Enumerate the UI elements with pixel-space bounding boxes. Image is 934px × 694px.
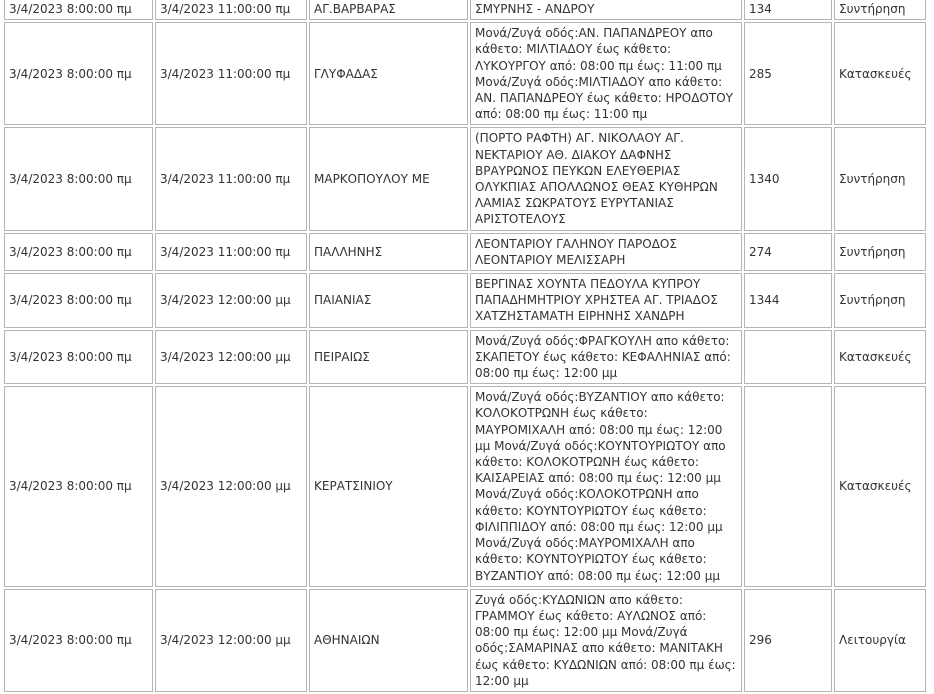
area-text-line: ΠΑΠΑΔΗΜΗΤΡΙΟΥ ΧΡΗΣΤΕΑ ΑΓ. ΤΡΙΑΔΟΣ	[475, 293, 718, 308]
outages-table	[2, 0, 928, 694]
area-text-line: ΚΟΛΟΚΟΤΡΩΝΗ έως κάθετο: ΚΑΙΣΑΡΕΙΑΣ	[475, 455, 699, 486]
area-text-line: κάθετο: ΜΑΝΙΤΑΚΗ έως κάθετο: ΚΥΔΩΝΙΩΝ	[475, 641, 723, 672]
cell-affected-area	[470, 330, 742, 385]
area-text-line: ΛΕΟΝΤΑΡΙΟΥ ΓΑΛΗΝΟΥ ΠΑΡΟΔΟΣ	[475, 236, 677, 251]
cell-end-time: 3/4/2023 11:00:00 πμ	[155, 0, 307, 20]
area-text-line: οδός:ΜΑΥΡΟΜΙΧΑΛΗ απο κάθετο:	[475, 536, 695, 567]
cell-count: 274	[744, 233, 832, 271]
area-text-line: οδός:ΚΟΥΝΤΟΥΡΙΩΤΟΥ απο κάθετο:	[475, 438, 726, 470]
outages-table-body	[4, 0, 926, 692]
cell-municipality: ΠΑΛΛΗΝΗΣ	[309, 233, 468, 271]
cell-work-type: Κατασκευές	[834, 330, 926, 385]
area-text-line: έως κάθετο: ΑΥΛΩΝΟΣ από: 08:00 πμ έως:	[475, 608, 707, 640]
area-text-line: οδός:ΚΟΛΟΚΟΤΡΩΝΗ απο κάθετο:	[475, 487, 699, 518]
cell-work-type: Κατασκευές	[834, 22, 926, 125]
cell-municipality: ΓΛΥΦΑΔΑΣ	[309, 22, 468, 125]
table-row	[4, 386, 926, 586]
cell-affected-area	[470, 22, 742, 125]
area-text-line: (ΠΟΡΤΟ ΡΑΦΤΗ) ΑΓ. ΝΙΚΟΛΑΟΥ ΑΓ.	[475, 131, 684, 146]
cell-count: 296	[744, 589, 832, 692]
table-row	[4, 0, 926, 20]
area-text-line: ΧΑΤΖΗΣΤΑΜΑΤΗ ΕΙΡΗΝΗΣ ΧΑΝΔΡΗ	[475, 309, 685, 324]
area-text-line: ΣΩΚΡΑΤΟΥΣ ΕΥΡΥΤΑΝΙΑΣ ΑΡΙΣΤΟΤΕΛΟΥΣ	[475, 196, 674, 227]
cell-municipality: ΠΑΙΑΝΙΑΣ	[309, 273, 468, 328]
table-row	[4, 233, 926, 271]
cell-end-time: 3/4/2023 11:00:00 πμ	[155, 233, 307, 271]
cell-start-time: 3/4/2023 8:00:00 πμ	[4, 330, 153, 385]
cell-start-time: 3/4/2023 8:00:00 πμ	[4, 386, 153, 586]
cell-start-time: 3/4/2023 8:00:00 πμ	[4, 22, 153, 125]
area-text-line: από: 08:00 πμ έως: 12:00 μμ Μονά/Ζυγά	[475, 519, 723, 551]
cell-end-time: 3/4/2023 12:00:00 μμ	[155, 589, 307, 692]
area-text-line: οδός:ΜΙΛΤΙΑΔΟΥ απο κάθετο: ΑΝ.	[475, 74, 723, 106]
cell-start-time: 3/4/2023 8:00:00 πμ	[4, 0, 153, 20]
cell-end-time: 3/4/2023 12:00:00 μμ	[155, 330, 307, 385]
area-text-line: Μονά/Ζυγά οδός:ΑΝ. ΠΑΠΑΝΔΡΕΟΥ απο	[475, 26, 713, 41]
cell-count: 1340	[744, 127, 832, 230]
cell-work-type: Λειτουργία	[834, 589, 926, 692]
table-row	[4, 589, 926, 692]
area-text-line: ΒΕΡΓΙΝΑΣ ΧΟΥΝΤΑ ΠΕΔΟΥΛΑ ΚΥΠΡΟΥ	[475, 277, 701, 292]
cell-work-type: Συντήρηση	[834, 0, 926, 20]
cell-affected-area	[470, 589, 742, 692]
cell-affected-area	[470, 127, 742, 230]
cell-count	[744, 330, 832, 385]
cell-affected-area	[470, 273, 742, 328]
area-text-line: 12:00 μμ Μονά/Ζυγά οδός:ΣΑΜΑΡΙΝΑΣ απο	[475, 625, 688, 656]
cell-count: 1344	[744, 273, 832, 328]
cell-end-time: 3/4/2023 12:00:00 μμ	[155, 386, 307, 586]
area-text-line: ΠΑΠΑΝΔΡΕΟΥ έως κάθετο: ΗΡΟΔΟΤΟΥ από:	[475, 91, 733, 122]
cell-end-time: 3/4/2023 11:00:00 πμ	[155, 22, 307, 125]
area-text-line: ΝΕΚΤΑΡΙΟΥ ΑΘ. ΔΙΑΚΟΥ ΔΑΦΝΗΣ	[475, 147, 672, 162]
cell-count	[744, 386, 832, 586]
table-row	[4, 22, 926, 125]
cell-start-time: 3/4/2023 8:00:00 πμ	[4, 127, 153, 230]
area-text-line: 08:00 πμ έως: 11:00 πμ	[505, 107, 648, 122]
area-text-line: ΛΕΟΝΤΑΡΙΟΥ ΜΕΛΙΣΣΑΡΗ	[475, 252, 626, 267]
cell-affected-area	[470, 0, 742, 20]
cell-municipality: ΑΘΗΝΑΙΩΝ	[309, 589, 468, 692]
cell-work-type: Συντήρηση	[834, 127, 926, 230]
cell-affected-area	[470, 386, 742, 586]
cell-municipality: ΠΕΙΡΑΙΩΣ	[309, 330, 468, 385]
area-text-line: ΚΟΛΟΚΟΤΡΩΝΗ έως κάθετο: ΜΑΥΡΟΜΙΧΑΛΗ	[475, 406, 648, 437]
cell-start-time: 3/4/2023 8:00:00 πμ	[4, 589, 153, 692]
area-text-line: Μονά/Ζυγά οδός:ΦΡΑΓΚΟΥΛΗ απο κάθετο:	[475, 333, 730, 348]
area-text-line: από: 08:00 πμ έως: 11:00 πμ Μονά/Ζυγά	[475, 58, 722, 89]
table-row	[4, 330, 926, 385]
cell-work-type: Συντήρηση	[834, 273, 926, 328]
area-text-line: ΒΡΑΥΡΩΝΟΣ ΠΕΥΚΩΝ ΕΛΕΥΘΕΡΙΑΣ ΟΛΥΚΠΙΑΣ	[475, 163, 681, 195]
area-text-line: κάθετο: ΜΙΛΤΙΑΔΟΥ έως κάθετο: ΛΥΚΟΥΡΓΟΥ	[475, 42, 672, 73]
cell-start-time: 3/4/2023 8:00:00 πμ	[4, 273, 153, 328]
cell-municipality: ΜΑΡΚΟΠΟΥΛΟΥ ΜΕ	[309, 127, 468, 230]
cell-municipality: ΑΓ.ΒΑΡΒΑΡΑΣ	[309, 0, 468, 20]
area-text-line: Ζυγά οδός:ΚΥΔΩΝΙΩΝ απο κάθετο: ΓΡΑΜΜΟΥ	[475, 592, 683, 623]
area-text-line: 08:00 πμ έως: 12:00 μμ	[475, 366, 618, 381]
area-text-line: Μονά/Ζυγά οδός:ΒΥΖΑΝΤΙΟΥ απο κάθετο:	[475, 390, 725, 405]
area-text-line: από: 08:00 πμ έως: 12:00 μμ Μονά/Ζυγά	[475, 471, 721, 502]
cell-end-time: 3/4/2023 11:00:00 πμ	[155, 127, 307, 230]
cell-municipality: ΚΕΡΑΤΣΙΝΙΟΥ	[309, 386, 468, 586]
cell-work-type: Κατασκευές	[834, 386, 926, 586]
area-text-line: από: 08:00 πμ έως: 12:00 μμ	[475, 657, 736, 688]
area-text-line: ΚΟΥΝΤΟΥΡΙΩΤΟΥ έως κάθετο: ΒΥΖΑΝΤΙΟΥ	[475, 552, 707, 583]
table-row	[4, 273, 926, 328]
area-text-line: ΚΟΥΝΤΟΥΡΙΩΤΟΥ έως κάθετο: ΦΙΛΙΠΠΙΔΟΥ	[475, 503, 707, 534]
area-text-line: ΣΜΥΡΝΗΣ - ΑΝΔΡΟΥ	[475, 2, 595, 16]
area-text-line: από: 08:00 πμ έως: 12:00 μμ	[547, 568, 720, 583]
cell-start-time: 3/4/2023 8:00:00 πμ	[4, 233, 153, 271]
area-text-line: ΣΚΑΠΕΤΟΥ έως κάθετο: ΚΕΦΑΛΗΝΙΑΣ από:	[475, 349, 731, 364]
area-text-line: ΑΠΟΛΛΩΝΟΣ ΘΕΑΣ ΚΥΘΗΡΩΝ ΛΑΜΙΑΣ	[475, 180, 718, 211]
cell-end-time: 3/4/2023 12:00:00 μμ	[155, 273, 307, 328]
cell-work-type: Συντήρηση	[834, 233, 926, 271]
cell-affected-area	[470, 233, 742, 271]
cell-count: 134	[744, 0, 832, 20]
cell-count: 285	[744, 22, 832, 125]
area-text-line: από: 08:00 πμ έως: 12:00 μμ Μονά/Ζυγά	[475, 422, 723, 453]
table-row	[4, 127, 926, 230]
